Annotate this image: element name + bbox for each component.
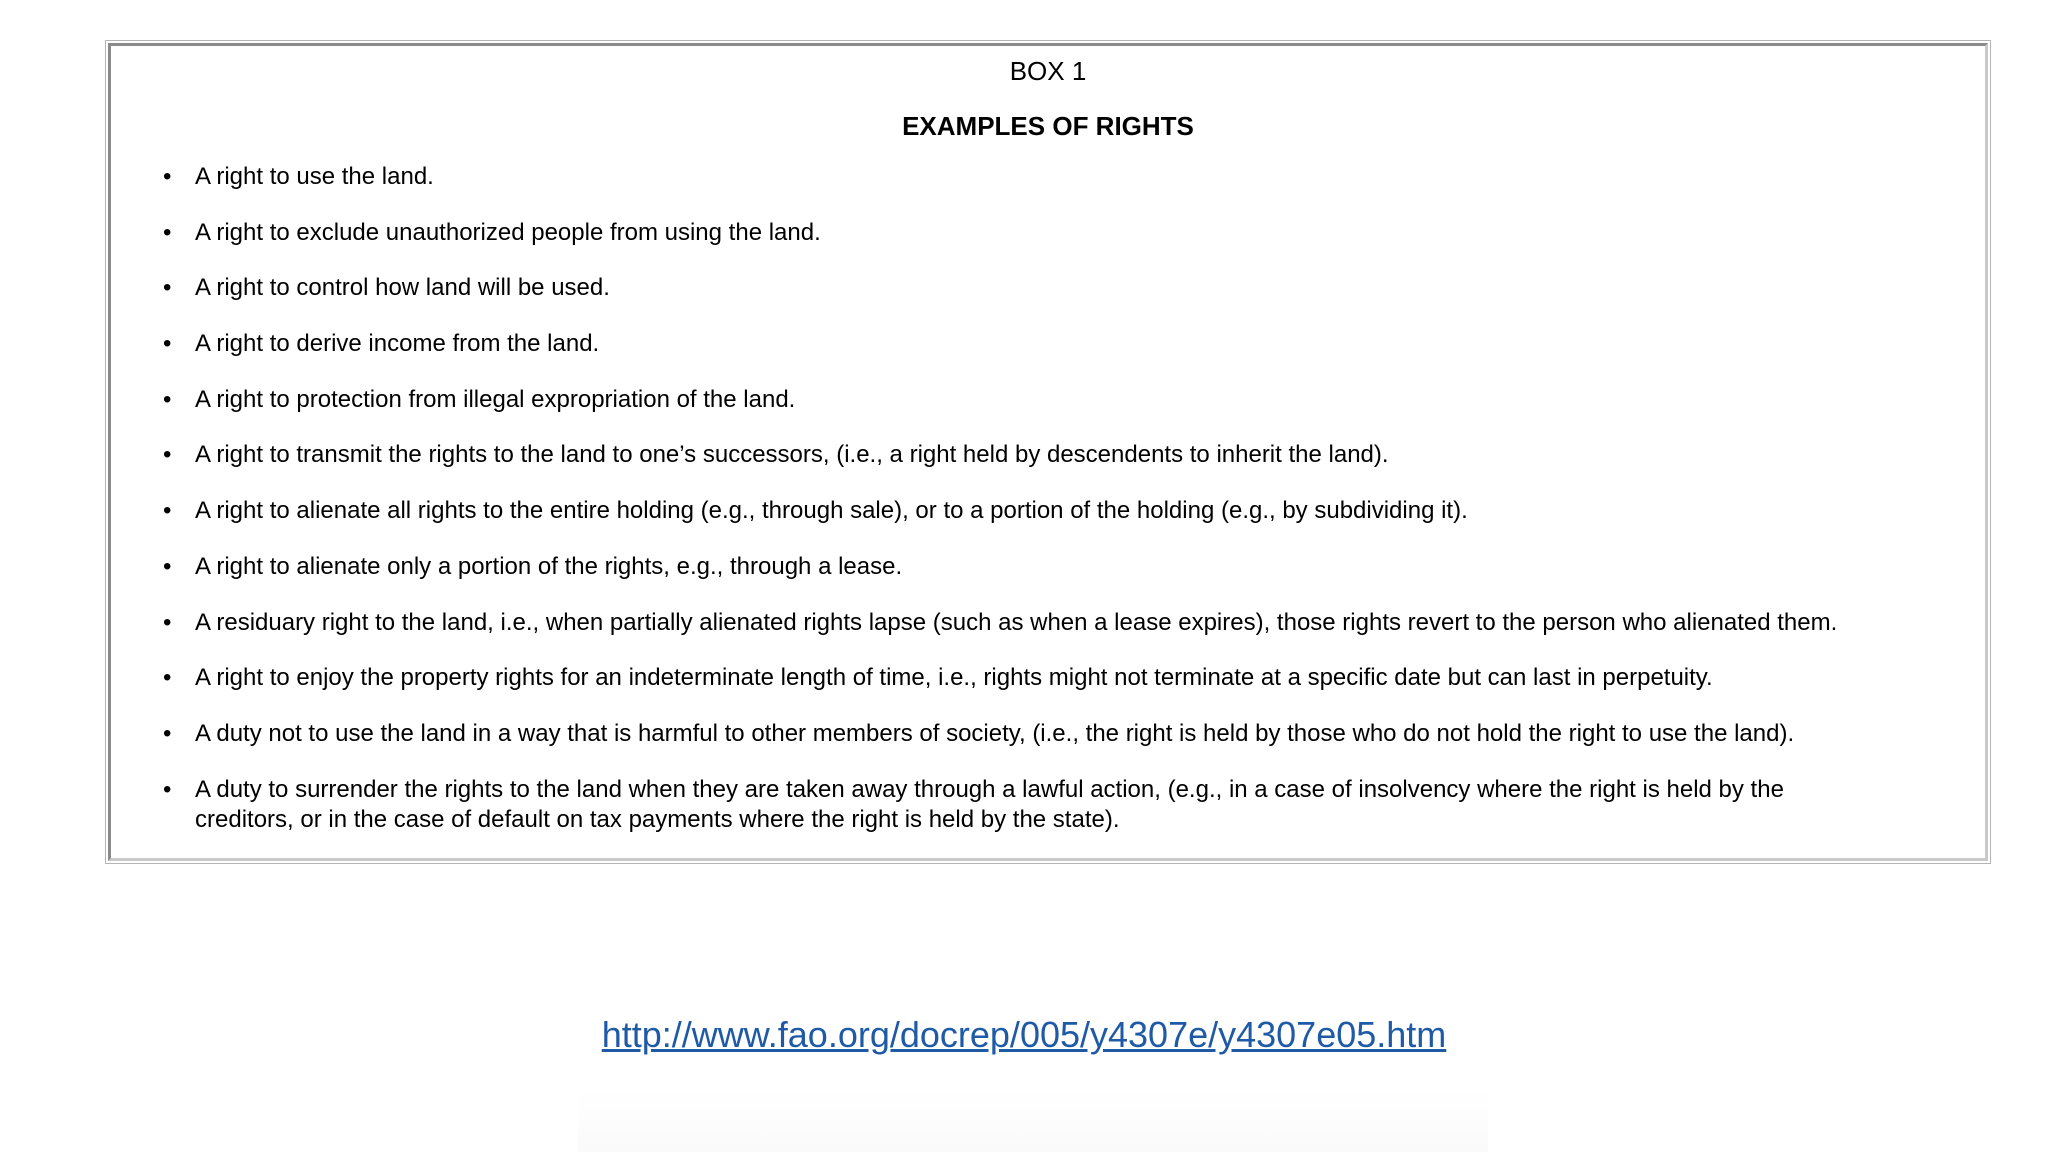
bullet-icon: • bbox=[163, 552, 172, 580]
list-item bbox=[111, 663, 1931, 719]
list-item bbox=[111, 552, 1931, 608]
list-item bbox=[111, 775, 1931, 835]
list-item-text: A duty not to use the land in a way that is harmful to other members of society, (i.e., the right is held by those who do not hold the right to use the land). bbox=[195, 719, 1795, 747]
list-item bbox=[111, 329, 1931, 385]
list-item-text: A right to enjoy the property rights for an indeterminate length of time, i.e., rights might not terminate at a specific date but can last in perpetuity. bbox=[195, 664, 1713, 692]
background-fade bbox=[578, 1090, 1488, 1152]
box-title: EXAMPLES OF RIGHTS bbox=[902, 111, 1194, 141]
source-link[interactable]: http://www.fao.org/docrep/005/y4307e/y4307e05.htm bbox=[601, 1014, 1447, 1055]
bullet-icon: • bbox=[163, 775, 172, 803]
bullet-icon: • bbox=[163, 218, 172, 246]
bullet-icon: • bbox=[163, 664, 172, 692]
list-item bbox=[111, 496, 1931, 552]
bullet-icon: • bbox=[163, 719, 172, 747]
list-item-text: A right to protection from illegal expropriation of the land. bbox=[195, 385, 796, 413]
list-item-text: A right to alienate only a portion of the rights, e.g., through a lease. bbox=[195, 552, 903, 580]
bullet-icon: • bbox=[163, 330, 172, 358]
bullet-icon: • bbox=[163, 441, 172, 469]
list-item bbox=[111, 218, 1931, 274]
box-1-panel bbox=[108, 43, 1988, 861]
list-item-text: A right to control how land will be used. bbox=[195, 274, 610, 302]
rights-list bbox=[111, 162, 1931, 835]
list-item bbox=[111, 385, 1931, 441]
list-item-text: A right to derive income from the land. bbox=[195, 330, 600, 358]
list-item-text: A right to alienate all rights to the entire holding (e.g., through sale), or to a portion of the holding (e.g., by subdividing it). bbox=[195, 497, 1468, 525]
list-item-text: A right to transmit the rights to the land to one’s successors, (i.e., a right held by descendents to inherit the land). bbox=[195, 441, 1389, 469]
bullet-icon: • bbox=[163, 608, 172, 636]
bullet-icon: • bbox=[163, 497, 172, 525]
list-item bbox=[111, 273, 1931, 329]
bullet-icon: • bbox=[163, 385, 172, 413]
list-item-text: A right to use the land. bbox=[195, 163, 434, 190]
list-item bbox=[111, 719, 1931, 775]
list-item-text: A right to exclude unauthorized people from using the land. bbox=[195, 218, 821, 246]
bullet-icon: • bbox=[163, 163, 172, 190]
list-item bbox=[111, 162, 1931, 218]
bullet-icon: • bbox=[163, 274, 172, 302]
list-item bbox=[111, 608, 1931, 664]
list-item-text: A residuary right to the land, i.e., when partially alienated rights lapse (such as when a lease expires), those rights revert to the person who alienated them. bbox=[195, 608, 1838, 636]
box-number: BOX 1 bbox=[1009, 56, 1087, 86]
list-item bbox=[111, 440, 1931, 496]
list-item-text: A duty to surrender the rights to the land when they are taken away through a lawful action, (e.g., in a case of insolvency where the right is held by the creditors, or in the case of default on tax payments where the right is held by the state). bbox=[195, 775, 1784, 833]
